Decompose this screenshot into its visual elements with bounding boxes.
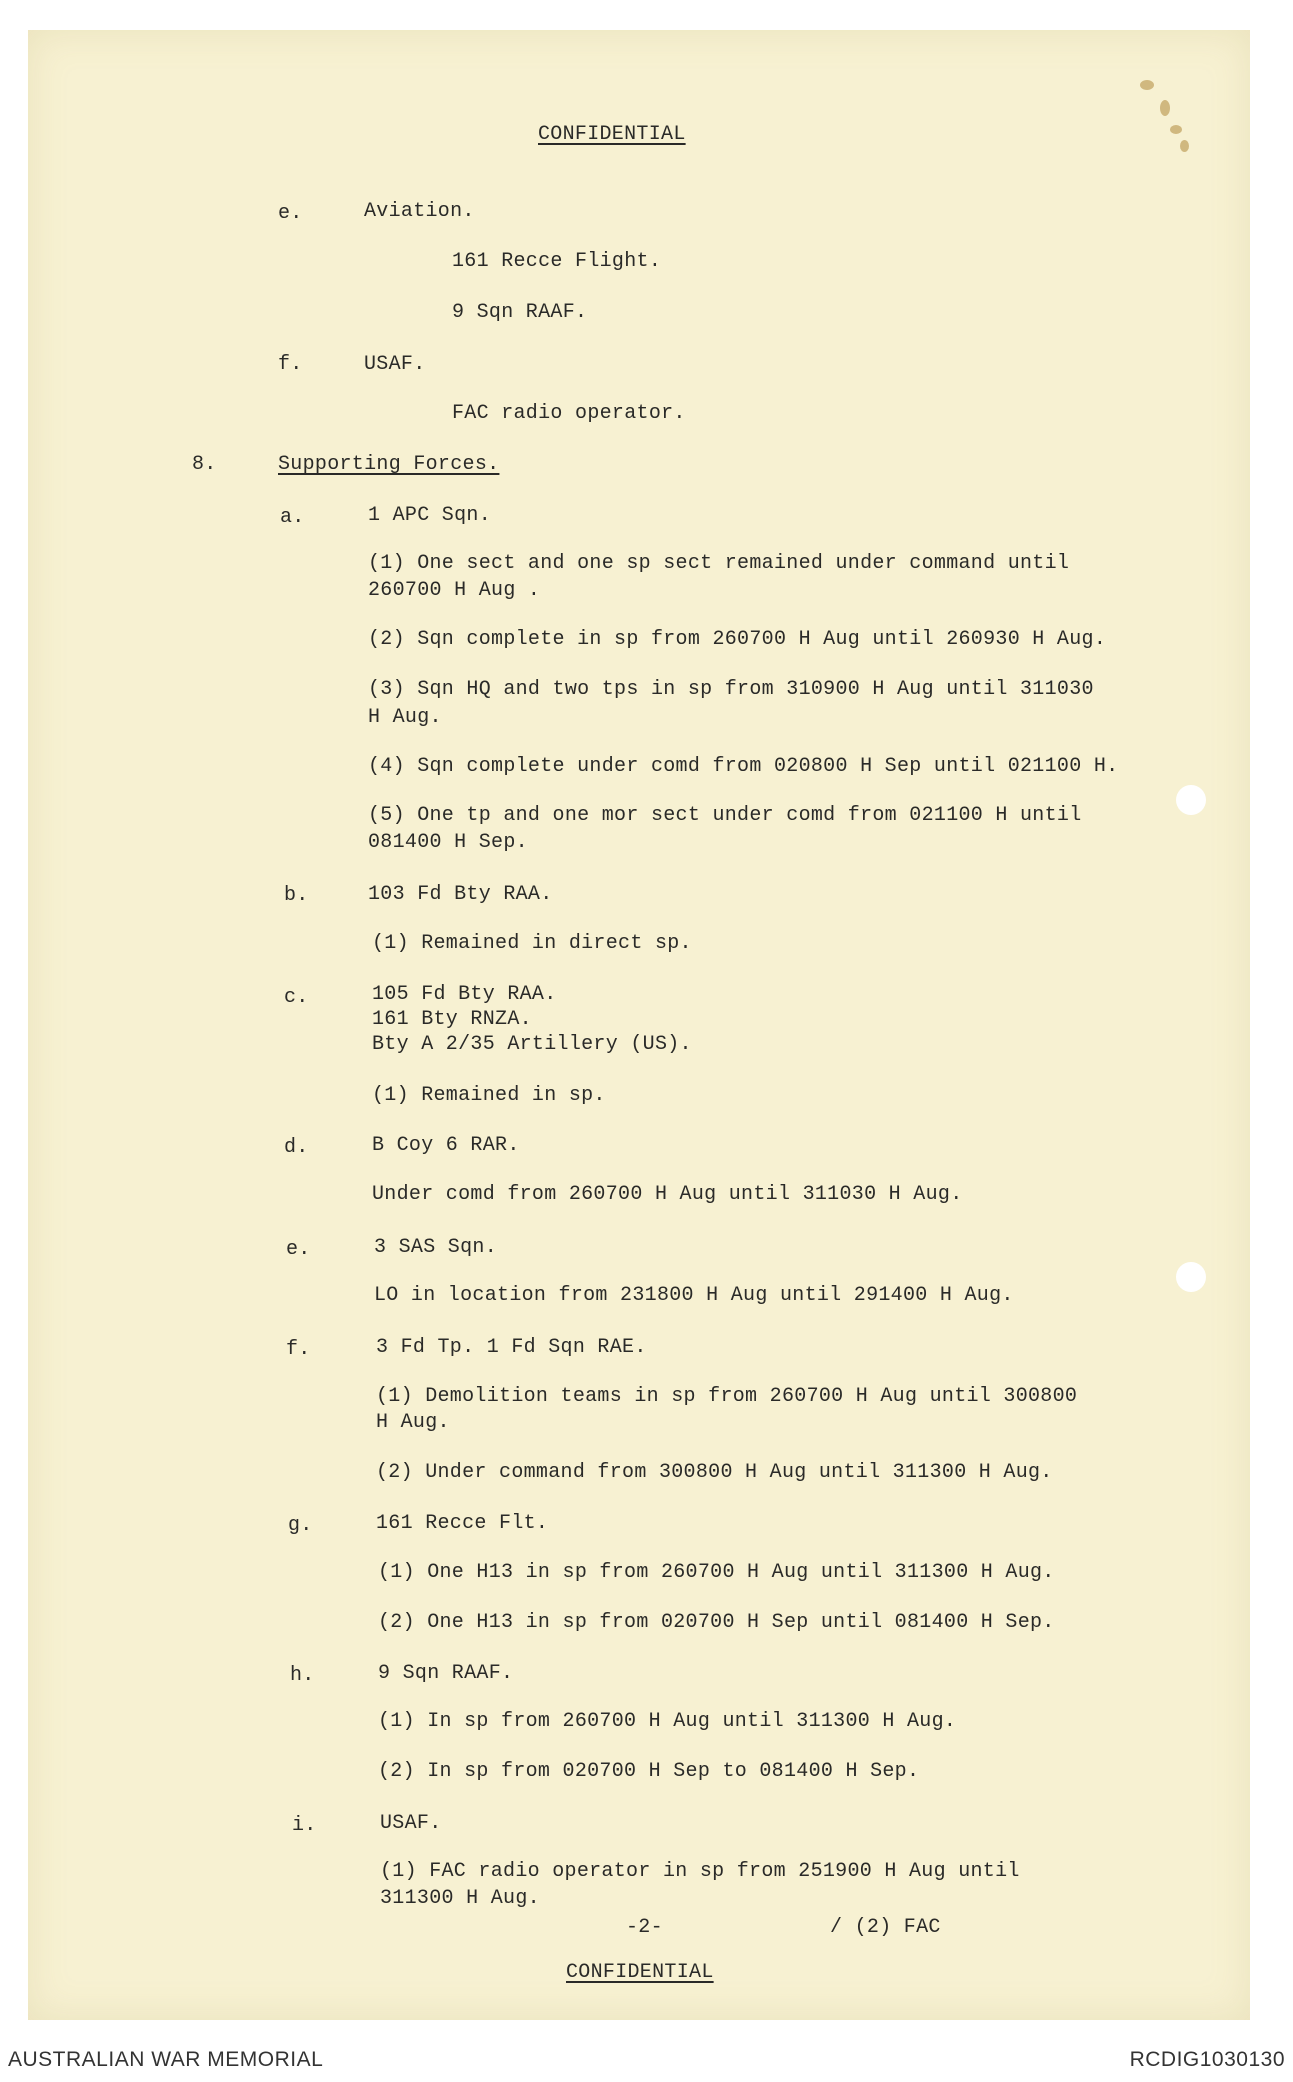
item-line: (4) Sqn complete under comd from 020800 H Sep until 021100 H.	[368, 755, 1119, 778]
item-line: FAC radio operator.	[452, 402, 686, 425]
item-line: LO in location from 231800 H Aug until 291400 H Aug.	[374, 1284, 1014, 1307]
item-letter: h.	[290, 1664, 315, 1687]
item-title: USAF.	[364, 353, 426, 376]
item-title: 105 Fd Bty RAA.	[372, 983, 557, 1006]
item-title: 103 Fd Bty RAA.	[368, 883, 553, 906]
item-line: (1) Remained in direct sp.	[372, 932, 692, 955]
page-number: -2-	[626, 1916, 663, 1939]
item-title: Bty A 2/35 Artillery (US).	[372, 1033, 692, 1056]
punch-hole	[1176, 1262, 1206, 1292]
item-line: Under comd from 260700 H Aug until 311030 H Aug.	[372, 1183, 963, 1206]
item-letter: g.	[288, 1514, 313, 1537]
item-title: B Coy 6 RAR.	[372, 1134, 520, 1157]
item-line: 081400 H Sep.	[368, 831, 528, 854]
item-title: Aviation.	[364, 200, 475, 223]
item-line: (5) One tp and one mor sect under comd from 021100 H until	[368, 804, 1082, 827]
item-line: (1) In sp from 260700 H Aug until 311300 H Aug.	[378, 1710, 957, 1733]
item-line: (1) One H13 in sp from 260700 H Aug until 311300 H Aug.	[378, 1561, 1055, 1584]
punch-hole	[1176, 785, 1206, 815]
item-letter: e.	[278, 202, 303, 225]
item-line: (1) FAC radio operator in sp from 251900 H Aug until	[380, 1860, 1020, 1883]
continuation-marker: / (2) FAC	[830, 1916, 941, 1939]
stain-mark	[1140, 80, 1154, 90]
stain-mark	[1180, 140, 1189, 152]
stain-mark	[1160, 100, 1170, 116]
item-title: 3 Fd Tp. 1 Fd Sqn RAE.	[376, 1336, 647, 1359]
item-line: (2) Sqn complete in sp from 260700 H Aug until 260930 H Aug.	[368, 628, 1107, 651]
item-letter: e.	[286, 1238, 311, 1261]
item-title: 1 APC Sqn.	[368, 504, 492, 527]
item-letter: b.	[284, 884, 309, 907]
item-line: (2) Under command from 300800 H Aug until 311300 H Aug.	[376, 1461, 1053, 1484]
item-line: H Aug.	[376, 1411, 450, 1434]
item-line: 9 Sqn RAAF.	[452, 301, 588, 324]
item-line: (2) In sp from 020700 H Sep to 081400 H Sep.	[378, 1760, 920, 1783]
item-letter: a.	[280, 506, 305, 529]
section-number: 8.	[192, 453, 217, 476]
item-letter: i.	[292, 1814, 317, 1837]
item-title: 161 Recce Flt.	[376, 1512, 549, 1535]
archive-id: RCDIG1030130	[1129, 2048, 1285, 2071]
item-line: (3) Sqn HQ and two tps in sp from 310900 H Aug until 311030	[368, 678, 1094, 701]
item-title: 9 Sqn RAAF.	[378, 1662, 514, 1685]
item-letter: f.	[286, 1338, 311, 1361]
item-letter: c.	[284, 986, 309, 1009]
item-title: 3 SAS Sqn.	[374, 1236, 498, 1259]
item-line: H Aug.	[368, 706, 442, 729]
item-line: 161 Recce Flight.	[452, 250, 662, 273]
item-letter: d.	[284, 1136, 309, 1159]
item-line: (1) Remained in sp.	[372, 1084, 606, 1107]
stain-mark	[1170, 125, 1182, 134]
item-title: USAF.	[380, 1812, 442, 1835]
item-line: (1) Demolition teams in sp from 260700 H Aug until 300800	[376, 1385, 1078, 1408]
archive-credit: AUSTRALIAN WAR MEMORIAL	[8, 2048, 324, 2071]
item-line: (1) One sect and one sp sect remained under command until	[368, 552, 1070, 575]
item-line: 311300 H Aug.	[380, 1887, 540, 1910]
item-line: (2) One H13 in sp from 020700 H Sep until 081400 H Sep.	[378, 1611, 1055, 1634]
item-letter: f.	[278, 353, 303, 376]
item-title: 161 Bty RNZA.	[372, 1008, 532, 1031]
classification-header: CONFIDENTIAL	[538, 123, 686, 146]
item-line: 260700 H Aug .	[368, 579, 541, 602]
section-title: Supporting Forces.	[278, 453, 500, 476]
classification-footer: CONFIDENTIAL	[566, 1961, 714, 1984]
